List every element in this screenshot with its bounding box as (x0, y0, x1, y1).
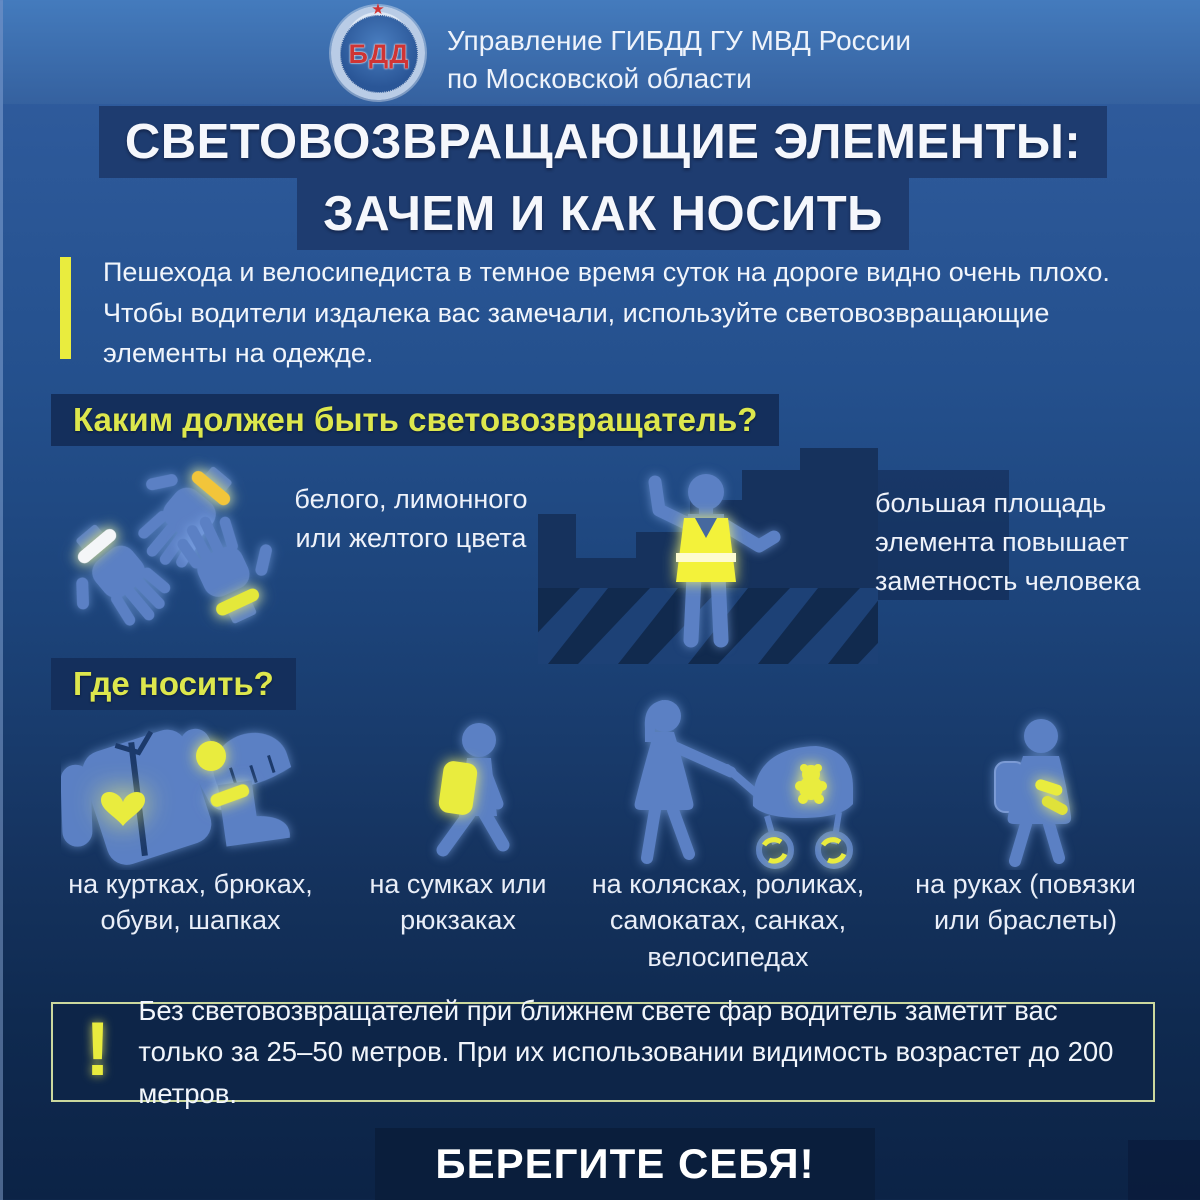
exclamation-icon: ! (85, 1006, 111, 1092)
gibdd-emblem-inner (340, 15, 418, 93)
organization-line2: по Московской области (447, 62, 752, 94)
title-line1: СВЕТОВОЗВРАЩАЮЩИЕ ЭЛЕМЕНТЫ: (99, 106, 1107, 178)
section1-heading: Каким должен быть световозвращатель? (51, 394, 779, 446)
color-note: белого, лимонного или желтого цвета (294, 484, 528, 554)
reflective-badge (196, 741, 226, 771)
organization-name (447, 22, 911, 98)
title-line2: ЗАЧЕМ И КАК НОСИТЬ (297, 178, 909, 250)
caption-armbands: на руках (повязки или браслеты) (915, 869, 1136, 936)
background-patch (1128, 1140, 1200, 1200)
caption-clothes: на куртках, брюках, обуви, шапках (68, 869, 313, 936)
stroller-icon (601, 688, 869, 878)
gibdd-emblem-icon (331, 1, 425, 100)
caption-bags: на сумках или рюкзаках (369, 869, 547, 936)
organization-line1: Управление ГИБДД ГУ МВД России (447, 25, 911, 56)
intro-accent-bar (60, 257, 71, 359)
logo-text: БДД (348, 38, 410, 69)
warning-text: Без световозвращателей при ближнем свете фар водитель заметит вас только за 25–50 метров. При их использовании видимость возрастет до 200 метров. (138, 995, 1114, 1109)
warning-box (51, 995, 1155, 1109)
clothes-hat-boot-icon (61, 698, 351, 870)
boot (207, 776, 290, 848)
page-title (3, 106, 1200, 250)
header (3, 0, 1200, 104)
area-note: большая площадь элемента повышает заметность человека (875, 488, 1141, 597)
armband-bracelet-icon (951, 706, 1131, 870)
star-icon: ★ (371, 1, 385, 18)
pedestrian-in-reflective-vest-crosswalk-icon (538, 436, 878, 664)
caption-strollers: на колясках, роликах, самокатах, санках, велосипедах (591, 869, 865, 972)
reflective-vest (676, 518, 736, 582)
footer-text: БЕРЕГИТЕ СЕБЯ! (435, 1140, 815, 1187)
pedestrian-backpack-icon (385, 712, 565, 870)
hands-with-reflective-bands-icon (49, 446, 289, 636)
section2-heading: Где носить? (51, 658, 296, 710)
footer-banner (375, 1128, 875, 1200)
intro-text: Пешехода и велосипедиста в темное время суток на дороге видно очень плохо. Чтобы водители издалека вас замечали, используйте световозвращающие элементы на одежде. (103, 257, 1110, 368)
